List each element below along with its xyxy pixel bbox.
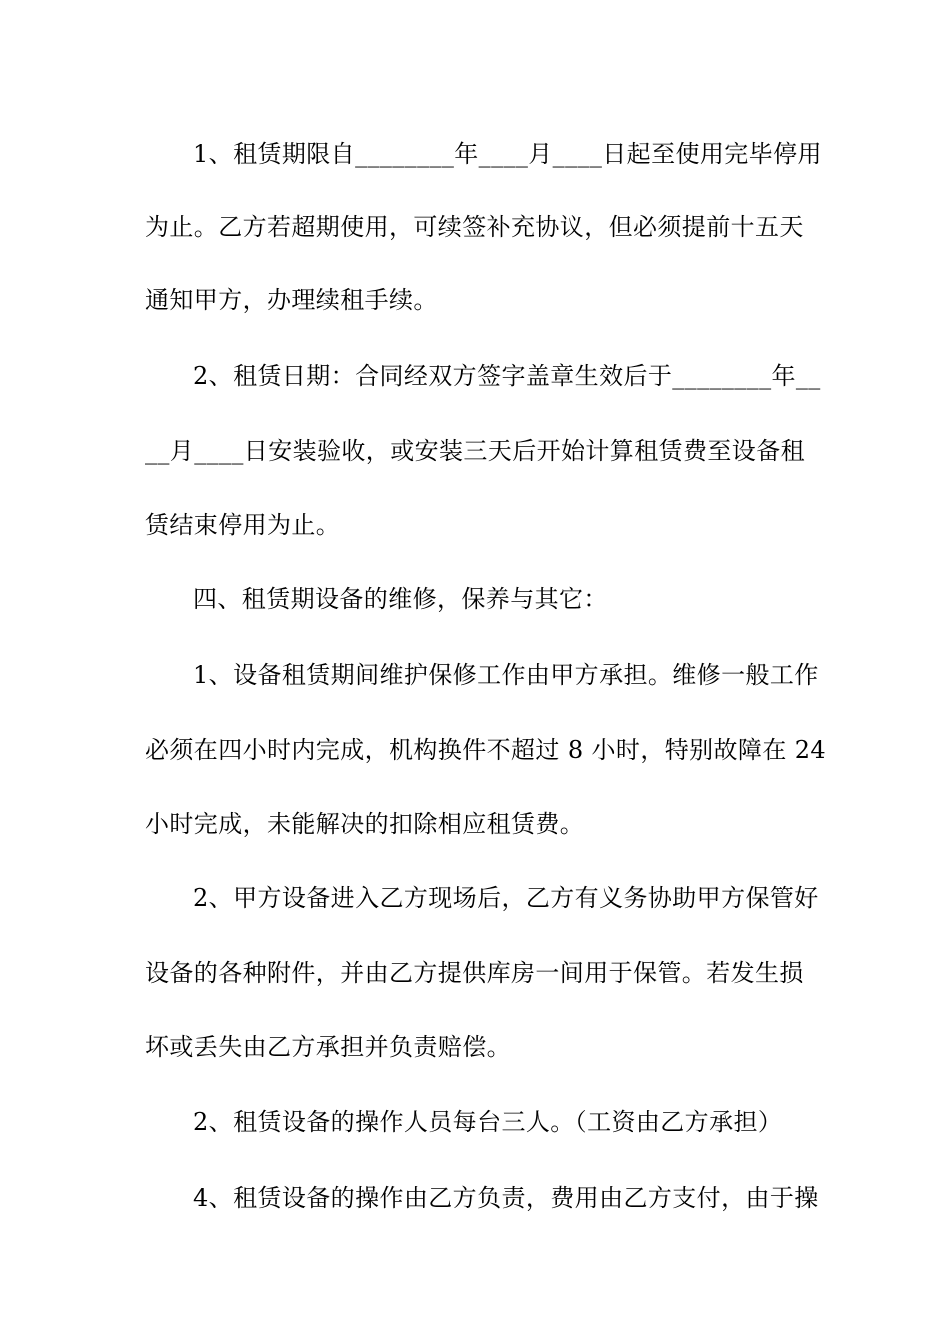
text-line: 1、租赁期限自________年____月____日起至使用完毕停用	[193, 140, 822, 168]
text-line: 小时完成，未能解决的扣除相应租赁费。	[145, 810, 585, 838]
text-line: 为止。乙方若超期使用，可续签补充协议，但必须提前十五天	[145, 213, 804, 241]
text-line: 赁结束停用为止。	[145, 511, 341, 539]
text-line: 1、设备租赁期间维护保修工作由甲方承担。维修一般工作	[193, 661, 819, 689]
text-line: 4、租赁设备的操作由乙方负责，费用由乙方支付，由于操	[193, 1184, 819, 1212]
text-line: 2、租赁设备的操作人员每台三人。（工资由乙方承担）	[193, 1108, 783, 1136]
text-line: __月____日安装验收，或安装三天后开始计算租赁费至设备租	[145, 437, 805, 465]
section-heading: 四、租赁期设备的维修，保养与其它：	[193, 585, 608, 613]
text-line: 坏或丢失由乙方承担并负责赔偿。	[145, 1033, 511, 1061]
text-line: 2、甲方设备进入乙方现场后，乙方有义务协助甲方保管好	[193, 884, 819, 912]
text-line: 必须在四小时内完成，机构换件不超过 8 小时，特别故障在 24	[145, 736, 827, 764]
text-line: 通知甲方，办理续租手续。	[145, 286, 438, 314]
text-line: 2、租赁日期：合同经双方签字盖章生效后于________年__	[193, 362, 821, 390]
text-line: 设备的各种附件，并由乙方提供库房一间用于保管。若发生损	[145, 959, 804, 987]
